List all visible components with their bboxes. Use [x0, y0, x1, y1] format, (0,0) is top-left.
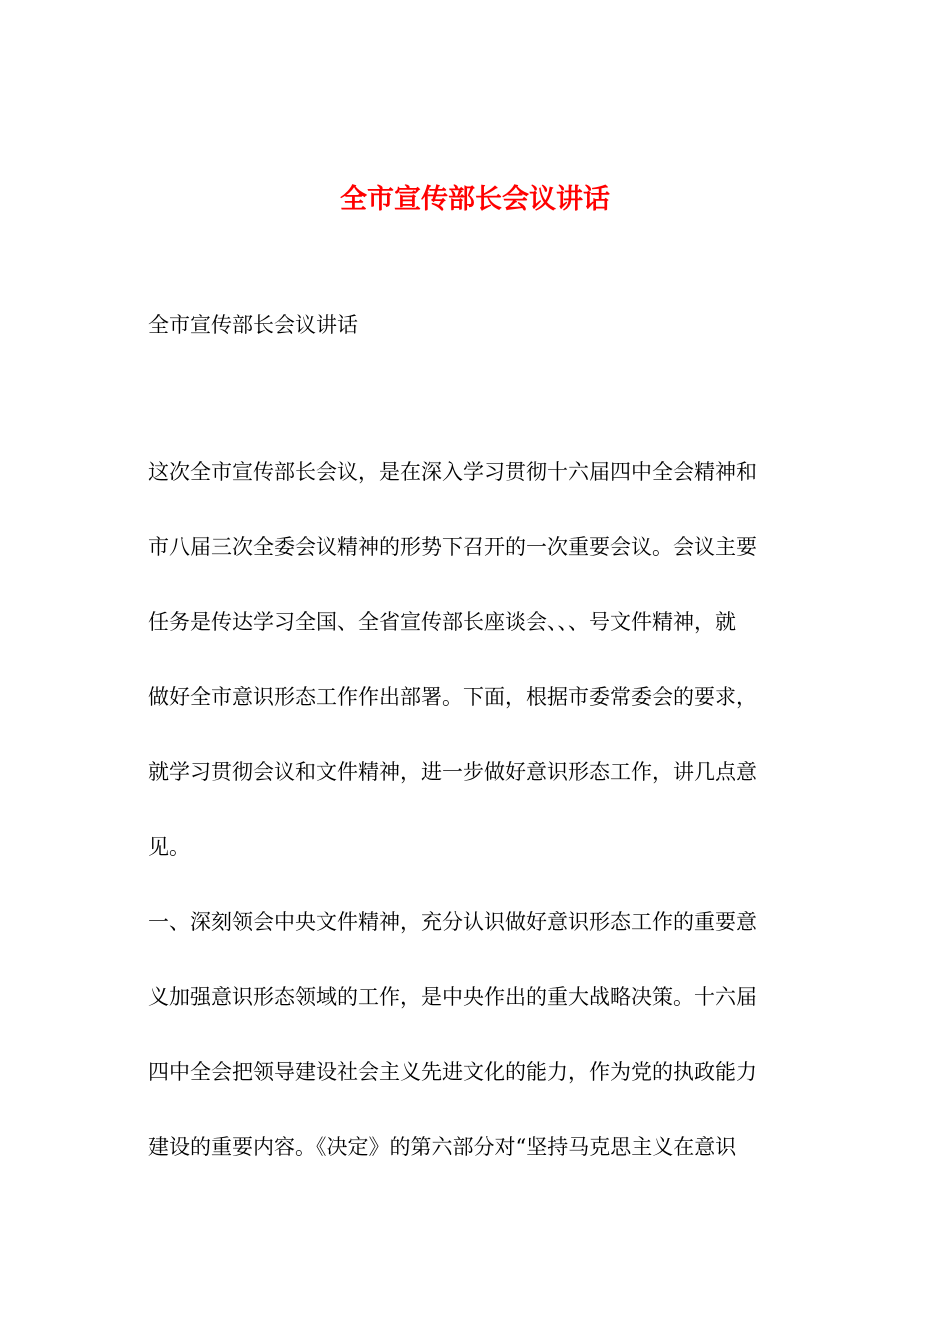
body-line: 市八届三次全委会议精神的形势下召开的一次重要会议。会议主要	[148, 535, 757, 559]
body-line: 义加强意识形态领域的工作，是中央作出的重大战略决策。十六届	[148, 985, 757, 1009]
document-subtitle: 全市宣传部长会议讲话	[148, 313, 358, 337]
body-line: 做好全市意识形态工作作出部署。下面，根据市委常委会的要求，	[148, 685, 757, 709]
body-text	[148, 450, 808, 1200]
body-line: 任务是传达学习全国、全省宣传部长座谈会、、、号文件精神，就	[148, 610, 736, 634]
body-line: 一、深刻领会中央文件精神，充分认识做好意识形态工作的重要意	[148, 910, 757, 934]
body-line: 四中全会把领导建设社会主义先进文化的能力，作为党的执政能力	[148, 1060, 757, 1084]
body-line: 见。	[148, 835, 190, 859]
document-title: 全市宣传部长会议讲话	[340, 184, 610, 215]
body-line: 建设的重要内容。《决定》的第六部分对“坚持马克思主义在意识	[148, 1135, 737, 1159]
body-line: 就学习贯彻会议和文件精神，进一步做好意识形态工作，讲几点意	[148, 760, 757, 784]
body-line: 这次全市宣传部长会议，是在深入学习贯彻十六届四中全会精神和	[148, 460, 757, 484]
